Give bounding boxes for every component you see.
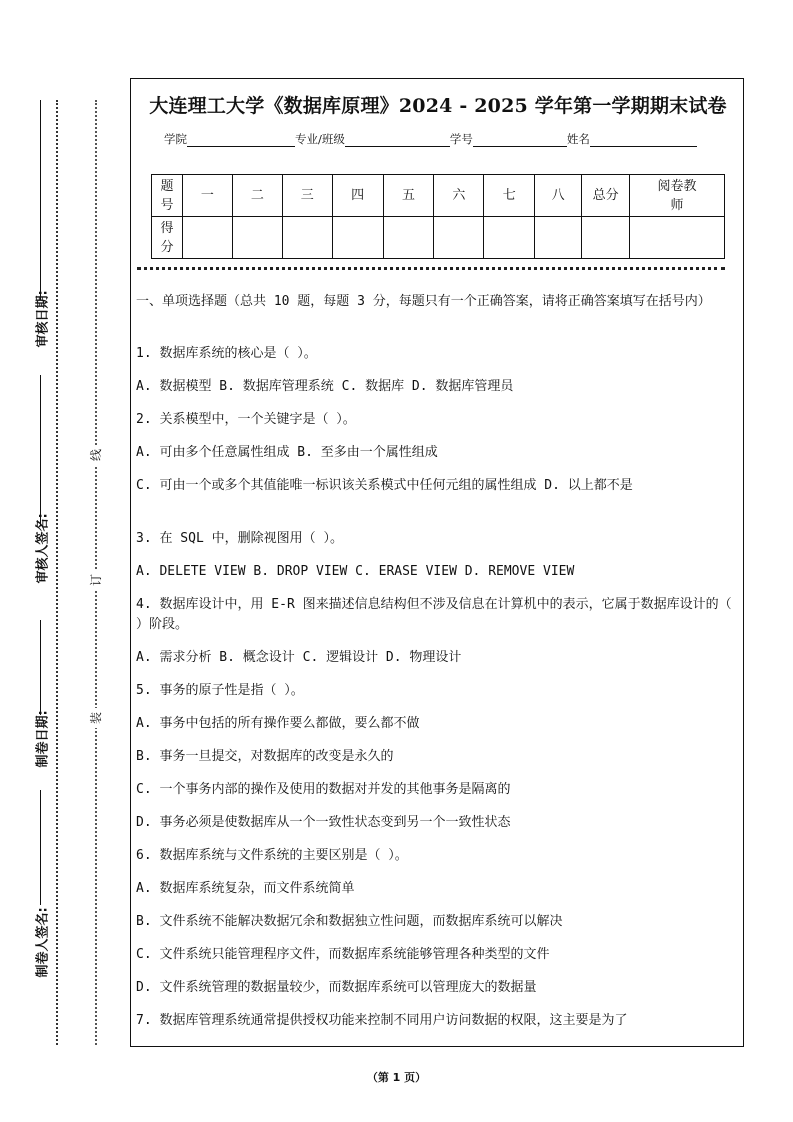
question-2-options-cd: C. 可由一个或多个其值能唯一标识该关系模式中任何元组的属性组成 D. 以上都不是 [136, 478, 633, 493]
exam-frame [130, 78, 744, 1047]
reviewer-signature-label: 审核人签名: [35, 513, 51, 584]
col-grader: 阅卷教师 [630, 175, 725, 217]
college-field[interactable] [187, 132, 295, 147]
major-label: 专业/班级 [295, 132, 345, 146]
name-field[interactable] [590, 132, 697, 147]
binding-dotted-line-outer [56, 100, 58, 1045]
score-cell[interactable] [535, 217, 582, 259]
question-5-option-d: D. 事务必须是使数据库从一个一致性状态变到另一个一致性状态 [136, 815, 511, 830]
question-3: 3. 在 SQL 中，删除视图用（ ）。 [136, 531, 343, 546]
dotted-separator [137, 267, 725, 270]
score-label: 得分 [152, 217, 183, 259]
question-1: 1. 数据库系统的核心是（ ）。 [136, 346, 317, 361]
score-table-score-row [152, 217, 725, 259]
review-date-label: 审核日期: [35, 290, 51, 348]
question-1-options: A. 数据模型 B. 数据库管理系统 C. 数据库 D. 数据库管理员 [136, 379, 514, 394]
student-info-row [164, 131, 697, 147]
section-heading: 一、单项选择题（总共 10 题，每题 3 分，每题只有一个正确答案，请将正确答案填写在括号内） [136, 294, 711, 309]
score-table [151, 174, 725, 259]
grader-cell[interactable] [630, 217, 725, 259]
question-4: 4. 数据库设计中，用 E-R 图来描述信息结构但不涉及信息在计算机中的表示，它属于数据库设计的（ ）阶段。 [136, 597, 732, 632]
question-6-option-b: B. 文件系统不能解决数据冗余和数据独立性问题，而数据库系统可以解决 [136, 914, 563, 929]
preparer-signature-label: 制卷人签名: [35, 907, 51, 978]
col-3: 三 [282, 175, 332, 217]
review-date-line [40, 100, 41, 300]
score-cell[interactable] [332, 217, 383, 259]
page-number: （第 1 页） [366, 1071, 427, 1084]
question-6-option-d: D. 文件系统管理的数据量较少，而数据库系统可以管理庞大的数据量 [136, 980, 537, 995]
student-id-field[interactable] [473, 132, 567, 147]
question-3-options: A. DELETE VIEW B. DROP VIEW C. ERASE VIEW D. REMOVE VIEW [136, 564, 575, 579]
score-cell[interactable] [434, 217, 484, 259]
major-field[interactable] [345, 132, 450, 147]
question-5-option-a: A. 事务中包括的所有操作要么都做，要么都不做 [136, 716, 420, 731]
score-cell[interactable] [383, 217, 434, 259]
question-5: 5. 事务的原子性是指（ ）。 [136, 683, 304, 698]
preparer-signature-line [40, 790, 41, 905]
col-7: 七 [484, 175, 535, 217]
score-table-header-row [152, 175, 725, 217]
prepare-date-label: 制卷日期: [35, 710, 51, 768]
score-cell[interactable] [232, 217, 282, 259]
question-4-options: A. 需求分析 B. 概念设计 C. 逻辑设计 D. 物理设计 [136, 650, 462, 665]
name-label: 姓名 [566, 132, 590, 146]
exam-title: 大连理工大学《数据库原理》2024 - 2025 学年第一学期期末试卷 [149, 95, 727, 117]
question-2: 2. 关系模型中，一个关键字是（ ）。 [136, 412, 356, 427]
score-cell-total[interactable] [582, 217, 630, 259]
score-cell[interactable] [282, 217, 332, 259]
col-5: 五 [383, 175, 434, 217]
col-total: 总分 [582, 175, 630, 217]
question-6: 6. 数据库系统与文件系统的主要区别是（ ）。 [136, 848, 408, 863]
question-5-option-c: C. 一个事务内部的操作及使用的数据对并发的其他事务是隔离的 [136, 782, 511, 797]
binding-margin [0, 0, 130, 1122]
question-number-label: 题号 [152, 175, 183, 217]
col-4: 四 [332, 175, 383, 217]
col-2: 二 [232, 175, 282, 217]
question-2-options-ab: A. 可由多个任意属性组成 B. 至多由一个属性组成 [136, 445, 438, 460]
binding-mark-ding: 订 [86, 570, 106, 590]
question-5-option-b: B. 事务一旦提交，对数据库的改变是永久的 [136, 749, 394, 764]
col-8: 八 [535, 175, 582, 217]
question-6-option-a: A. 数据库系统复杂，而文件系统简单 [136, 881, 355, 896]
score-cell[interactable] [484, 217, 535, 259]
question-7: 7. 数据库管理系统通常提供授权功能来控制不同用户访问数据的权限，这主要是为了 [136, 1013, 628, 1028]
col-6: 六 [434, 175, 484, 217]
score-cell[interactable] [182, 217, 232, 259]
binding-mark-line: 线 [86, 445, 106, 465]
college-label: 学院 [164, 132, 187, 146]
question-6-option-c: C. 文件系统只能管理程序文件，而数据库系统能够管理各种类型的文件 [136, 947, 550, 962]
prepare-date-line [40, 620, 41, 715]
col-1: 一 [182, 175, 232, 217]
binding-mark-zhuang: 装 [86, 708, 106, 728]
student-id-label: 学号 [449, 132, 473, 146]
reviewer-signature-line [40, 375, 41, 525]
